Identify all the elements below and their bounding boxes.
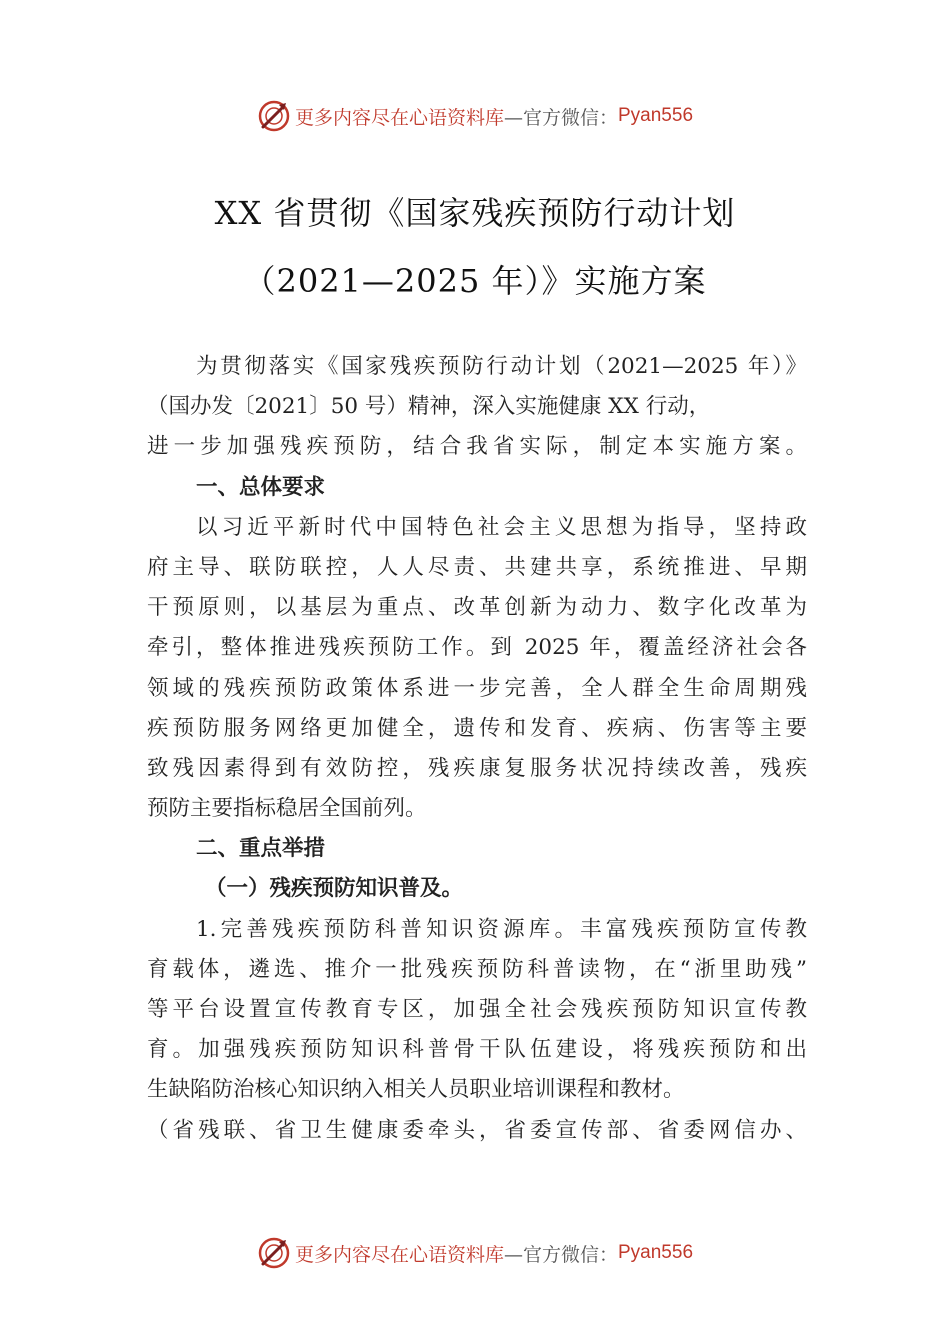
body-line: 以习近平新时代中国特色社会主义思想为指导，坚持政: [196, 514, 807, 540]
document-title-line2: （2021—2025 年）》实施方案: [243, 262, 707, 300]
banner-brand-text: 更多内容尽在心语资料库: [294, 106, 504, 129]
brand-logo-icon: [257, 1236, 291, 1270]
body-line: 为贯彻落实《国家残疾预防行动计划（2021—2025 年）》: [196, 354, 807, 379]
footer-banner: [0, 1233, 950, 1273]
body-line: 干预原则，以基层为重点、改革创新为动力、数字化改革为: [147, 595, 807, 621]
body-line: 领域的残疾预防政策体系进一步完善，全人群全生命周期残: [147, 675, 807, 701]
body-line: 育。加强残疾预防知识科普骨干队伍建设，将残疾预防和出: [147, 1037, 807, 1063]
body-line: 疾预防服务网络更加健全，遗传和发育、疾病、伤害等主要: [147, 715, 807, 741]
banner-wechat-id: Pyan556: [618, 1242, 694, 1263]
body-line: （国办发〔2021〕50 号）精神，深入实施健康 XX 行动，: [147, 394, 711, 420]
document-title-line1: XX 省贯彻《国家残疾预防行动计划: [214, 194, 736, 232]
section-heading: 二、重点举措: [196, 836, 326, 862]
body-line: 进一步加强残疾预防，结合我省实际，制定本实施方案。: [147, 434, 807, 460]
section-heading: 一、总体要求: [196, 474, 326, 500]
body-line: 预防主要指标稳居全国前列。: [147, 796, 427, 822]
document-body: [147, 347, 807, 1151]
body-line: 生缺陷防治核心知识纳入相关人员职业培训课程和教材。: [147, 1077, 685, 1103]
brand-logo-icon: [257, 99, 291, 133]
body-line: 牵引，整体推进残疾预防工作。到 2025 年，覆盖经济社会各: [147, 635, 807, 661]
body-line: 等平台设置宣传教育专区，加强全社会残疾预防知识宣传教: [147, 997, 807, 1022]
body-line: （省残联、省卫生健康委牵头，省委宣传部、省委网信办、: [147, 1117, 807, 1143]
banner-brand-text: 更多内容尽在心语资料库: [294, 1243, 504, 1266]
banner-wechat-id: Pyan556: [618, 105, 694, 126]
subsection-heading: （一）残疾预防知识普及。: [205, 876, 464, 902]
banner-wechat-label: —官方微信：: [503, 106, 618, 129]
body-line: 致残因素得到有效防控，残疾康复服务状况持续改善，残疾: [147, 755, 807, 781]
header-banner: [0, 96, 950, 136]
body-line: 府主导、联防联控，人人尽责、共建共享，系统推进、早期: [147, 554, 807, 580]
banner-wechat-label: —官方微信：: [503, 1243, 618, 1266]
body-line: 1.完善残疾预防科普知识资源库。丰富残疾预防宣传教: [196, 916, 807, 942]
body-line: 育载体，遴选、推介一批残疾预防科普读物，在“浙里助残”: [147, 956, 807, 982]
